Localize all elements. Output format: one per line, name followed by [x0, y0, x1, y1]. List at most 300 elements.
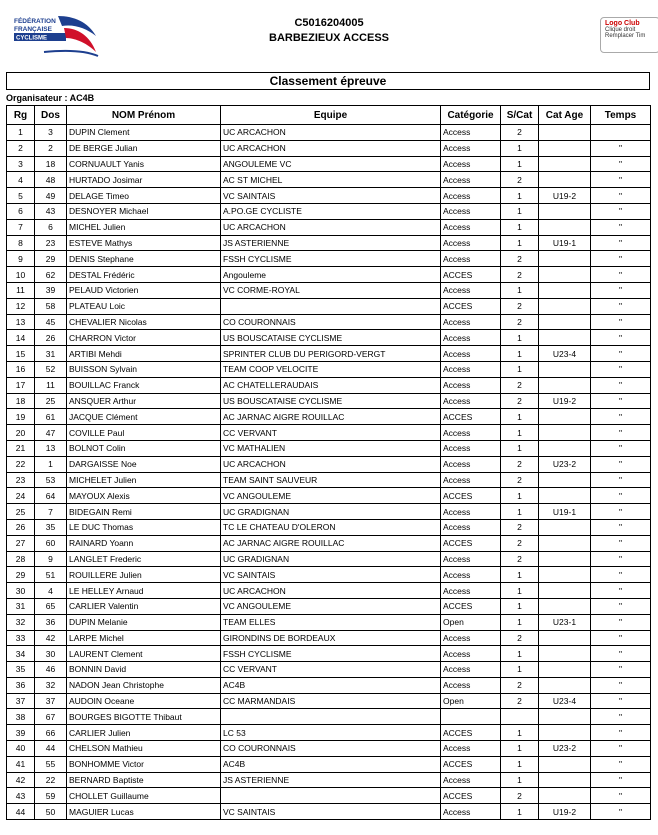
rank-cell: 43 [7, 788, 35, 804]
category-cell: Access [441, 314, 501, 330]
team-cell [221, 709, 441, 725]
rank-cell: 14 [7, 330, 35, 346]
subcategory-cell: 2 [501, 298, 539, 314]
subcategory-cell: 1 [501, 598, 539, 614]
time-cell: " [591, 140, 651, 156]
bib-cell: 7 [35, 504, 67, 520]
table-row [7, 282, 651, 298]
rank-cell: 20 [7, 425, 35, 441]
team-cell: VC ANGOULEME [221, 598, 441, 614]
name-cell: BONNIN David [67, 662, 221, 678]
table-row [7, 725, 651, 741]
category-cell: Access [441, 140, 501, 156]
team-cell: AC JARNAC AIGRE ROUILLAC [221, 409, 441, 425]
rank-cell: 22 [7, 456, 35, 472]
team-cell: VC ANGOULEME [221, 488, 441, 504]
bib-cell: 37 [35, 693, 67, 709]
table-row [7, 156, 651, 172]
table-row [7, 646, 651, 662]
time-cell: " [591, 298, 651, 314]
subcategory-cell: 1 [501, 409, 539, 425]
team-cell: CO COURONNAIS [221, 741, 441, 757]
age-category-cell [539, 598, 591, 614]
subcategory-cell: 1 [501, 804, 539, 820]
age-category-cell: U19-2 [539, 393, 591, 409]
table-row [7, 330, 651, 346]
subcategory-cell: 1 [501, 361, 539, 377]
time-cell: " [591, 346, 651, 362]
category-cell: ACCES [441, 267, 501, 283]
subcategory-cell: 2 [501, 314, 539, 330]
team-cell: GIRONDINS DE BORDEAUX [221, 630, 441, 646]
rank-cell: 29 [7, 567, 35, 583]
rank-cell: 37 [7, 693, 35, 709]
age-category-cell [539, 583, 591, 599]
team-cell: VC MATHALIEN [221, 440, 441, 456]
name-cell: CHOLLET Guillaume [67, 788, 221, 804]
age-category-cell: U19-2 [539, 188, 591, 204]
age-category-cell [539, 267, 591, 283]
name-cell: DESTAL Frédéric [67, 267, 221, 283]
age-category-cell [539, 314, 591, 330]
subcategory-cell: 1 [501, 741, 539, 757]
time-cell: " [591, 235, 651, 251]
time-cell: " [591, 425, 651, 441]
age-category-cell [539, 630, 591, 646]
federation-logo-underline [44, 51, 98, 56]
table-row [7, 677, 651, 693]
subcategory-cell: 2 [501, 693, 539, 709]
table-row [7, 172, 651, 188]
time-cell: " [591, 614, 651, 630]
team-cell: UC ARCACHON [221, 125, 441, 141]
name-cell: PELAUD Victorien [67, 282, 221, 298]
category-cell: Access [441, 630, 501, 646]
team-cell: AC4B [221, 677, 441, 693]
name-cell: LAURENT Clement [67, 646, 221, 662]
category-cell: Access [441, 361, 501, 377]
name-cell: CARLIER Valentin [67, 598, 221, 614]
bib-cell: 2 [35, 140, 67, 156]
category-cell: Access [441, 203, 501, 219]
rank-cell: 5 [7, 188, 35, 204]
category-cell: Access [441, 172, 501, 188]
time-cell: " [591, 646, 651, 662]
category-cell: Access [441, 472, 501, 488]
table-row [7, 377, 651, 393]
bib-cell: 1 [35, 456, 67, 472]
subcategory-cell: 1 [501, 346, 539, 362]
name-cell: DELAGE Timeo [67, 188, 221, 204]
federation-logo-line-3: CYCLISME [16, 35, 48, 42]
table-row [7, 583, 651, 599]
rank-cell: 13 [7, 314, 35, 330]
rank-cell: 19 [7, 409, 35, 425]
rank-cell: 6 [7, 203, 35, 219]
category-cell: Access [441, 677, 501, 693]
category-cell: Open [441, 614, 501, 630]
team-cell: US BOUSCATAISE CYCLISME [221, 393, 441, 409]
bib-cell: 29 [35, 251, 67, 267]
team-cell: CC MARMANDAIS [221, 693, 441, 709]
time-cell: " [591, 488, 651, 504]
name-cell: MAYOUX Alexis [67, 488, 221, 504]
rank-cell: 7 [7, 219, 35, 235]
age-category-cell [539, 709, 591, 725]
subcategory-cell: 2 [501, 172, 539, 188]
rank-cell: 25 [7, 504, 35, 520]
team-cell: FSSH CYCLISME [221, 251, 441, 267]
rank-cell: 24 [7, 488, 35, 504]
name-cell: DARGAISSE Noe [67, 456, 221, 472]
name-cell: COVILLE Paul [67, 425, 221, 441]
age-category-cell: U23-1 [539, 614, 591, 630]
col-header-team: Equipe [221, 106, 441, 125]
category-cell: Access [441, 662, 501, 678]
category-cell: Access [441, 772, 501, 788]
name-cell: LARPE Michel [67, 630, 221, 646]
name-cell: CHARRON Victor [67, 330, 221, 346]
bib-cell: 60 [35, 535, 67, 551]
table-row [7, 693, 651, 709]
table-row [7, 662, 651, 678]
team-cell: TC LE CHATEAU D'OLERON [221, 519, 441, 535]
team-cell: AC ST MICHEL [221, 172, 441, 188]
name-cell: MICHELET Julien [67, 472, 221, 488]
age-category-cell [539, 788, 591, 804]
time-cell: " [591, 282, 651, 298]
time-cell: " [591, 693, 651, 709]
rank-cell: 21 [7, 440, 35, 456]
age-category-cell: U19-1 [539, 504, 591, 520]
time-cell: " [591, 251, 651, 267]
name-cell: NADON Jean Christophe [67, 677, 221, 693]
bib-cell: 49 [35, 188, 67, 204]
team-cell: TEAM ELLES [221, 614, 441, 630]
category-cell: ACCES [441, 298, 501, 314]
subcategory-cell: 1 [501, 203, 539, 219]
category-cell: Access [441, 282, 501, 298]
team-cell: A.PO.GE CYCLISTE [221, 203, 441, 219]
category-cell: Access [441, 235, 501, 251]
rank-cell: 36 [7, 677, 35, 693]
team-cell: UC ARCACHON [221, 456, 441, 472]
table-row [7, 804, 651, 820]
age-category-cell [539, 551, 591, 567]
time-cell: " [591, 583, 651, 599]
bib-cell: 45 [35, 314, 67, 330]
name-cell: DE BERGE Julian [67, 140, 221, 156]
category-cell: Access [441, 440, 501, 456]
team-cell: UC ARCACHON [221, 140, 441, 156]
time-cell: " [591, 567, 651, 583]
team-cell: UC ARCACHON [221, 219, 441, 235]
subcategory-cell: 2 [501, 125, 539, 141]
rank-cell: 31 [7, 598, 35, 614]
age-category-cell [539, 251, 591, 267]
rank-cell: 18 [7, 393, 35, 409]
rank-cell: 8 [7, 235, 35, 251]
team-cell: CO COURONNAIS [221, 314, 441, 330]
age-category-cell [539, 298, 591, 314]
time-cell [591, 125, 651, 141]
category-cell: Access [441, 425, 501, 441]
team-cell: US BOUSCATAISE CYCLISME [221, 330, 441, 346]
table-row [7, 425, 651, 441]
team-cell: CC VERVANT [221, 425, 441, 441]
federation-logo-line-2: FRANÇAISE [14, 26, 52, 33]
category-cell: Open [441, 693, 501, 709]
bib-cell: 51 [35, 567, 67, 583]
category-cell: Access [441, 583, 501, 599]
bib-cell: 46 [35, 662, 67, 678]
subcategory-cell: 1 [501, 188, 539, 204]
age-category-cell [539, 125, 591, 141]
club-logo-placeholder [600, 17, 658, 53]
team-cell: AC4B [221, 756, 441, 772]
age-category-cell: U23-4 [539, 346, 591, 362]
age-category-cell: U23-2 [539, 456, 591, 472]
rank-cell: 39 [7, 725, 35, 741]
bib-cell: 11 [35, 377, 67, 393]
team-cell: TEAM SAINT SAUVEUR [221, 472, 441, 488]
time-cell: " [591, 741, 651, 757]
rank-cell: 9 [7, 251, 35, 267]
rank-cell: 17 [7, 377, 35, 393]
time-cell: " [591, 551, 651, 567]
rank-cell: 42 [7, 772, 35, 788]
category-cell: ACCES [441, 756, 501, 772]
bib-cell: 50 [35, 804, 67, 820]
category-cell: ACCES [441, 535, 501, 551]
name-cell: DESNOYER Michael [67, 203, 221, 219]
age-category-cell [539, 203, 591, 219]
team-cell: VC CORME-ROYAL [221, 282, 441, 298]
category-cell: Access [441, 251, 501, 267]
time-cell: " [591, 330, 651, 346]
section-title: Classement épreuve [6, 72, 650, 90]
time-cell: " [591, 519, 651, 535]
subcategory-cell: 1 [501, 440, 539, 456]
time-cell: " [591, 772, 651, 788]
category-cell: Access [441, 156, 501, 172]
table-row [7, 440, 651, 456]
team-cell: UC GRADIGNAN [221, 504, 441, 520]
time-cell: " [591, 409, 651, 425]
team-cell: ANGOULEME VC [221, 156, 441, 172]
name-cell: DUPIN Melanie [67, 614, 221, 630]
time-cell: " [591, 314, 651, 330]
table-row [7, 519, 651, 535]
rank-cell: 4 [7, 172, 35, 188]
time-cell: " [591, 472, 651, 488]
team-cell: JS ASTERIENNE [221, 772, 441, 788]
category-cell: ACCES [441, 598, 501, 614]
time-cell: " [591, 361, 651, 377]
subcategory-cell: 1 [501, 330, 539, 346]
table-row [7, 598, 651, 614]
rank-cell: 3 [7, 156, 35, 172]
table-row [7, 346, 651, 362]
rank-cell: 38 [7, 709, 35, 725]
time-cell: " [591, 788, 651, 804]
subcategory-cell: 2 [501, 456, 539, 472]
bib-cell: 39 [35, 282, 67, 298]
team-cell: TEAM COOP VELOCITE [221, 361, 441, 377]
table-row [7, 472, 651, 488]
table-row [7, 188, 651, 204]
name-cell: BOURGES BIGOTTE Thibaut [67, 709, 221, 725]
rank-cell: 26 [7, 519, 35, 535]
category-cell: ACCES [441, 788, 501, 804]
name-cell: BUISSON Sylvain [67, 361, 221, 377]
name-cell: AUDOIN Oceane [67, 693, 221, 709]
name-cell: CORNUAULT Yanis [67, 156, 221, 172]
age-category-cell [539, 361, 591, 377]
subcategory-cell: 1 [501, 282, 539, 298]
table-row [7, 298, 651, 314]
subcategory-cell: 1 [501, 756, 539, 772]
team-cell: VC SAINTAIS [221, 804, 441, 820]
name-cell: ARTIBI Mehdi [67, 346, 221, 362]
subcategory-cell: 1 [501, 156, 539, 172]
age-category-cell [539, 567, 591, 583]
table-row [7, 788, 651, 804]
rank-cell: 34 [7, 646, 35, 662]
name-cell: ROUILLERE Julien [67, 567, 221, 583]
name-cell: DUPIN Clement [67, 125, 221, 141]
time-cell: " [591, 440, 651, 456]
time-cell: " [591, 725, 651, 741]
name-cell: HURTADO Josimar [67, 172, 221, 188]
rank-cell: 23 [7, 472, 35, 488]
subcategory-cell: 1 [501, 725, 539, 741]
subcategory-cell: 1 [501, 425, 539, 441]
bib-cell: 22 [35, 772, 67, 788]
age-category-cell [539, 156, 591, 172]
subcategory-cell: 2 [501, 630, 539, 646]
bib-cell: 42 [35, 630, 67, 646]
bib-cell: 48 [35, 172, 67, 188]
name-cell: LE HELLEY Arnaud [67, 583, 221, 599]
rank-cell: 11 [7, 282, 35, 298]
name-cell: BONHOMME Victor [67, 756, 221, 772]
bib-cell: 35 [35, 519, 67, 535]
organizer-label: Organisateur : AC4B [6, 93, 95, 103]
name-cell: ESTEVE Mathys [67, 235, 221, 251]
time-cell: " [591, 504, 651, 520]
time-cell: " [591, 377, 651, 393]
name-cell: ANSQUER Arthur [67, 393, 221, 409]
table-row [7, 235, 651, 251]
team-cell: LC 53 [221, 725, 441, 741]
col-header-rank: Rg [7, 106, 35, 125]
category-cell: Access [441, 804, 501, 820]
name-cell: BIDEGAIN Remi [67, 504, 221, 520]
table-row [7, 219, 651, 235]
bib-cell: 59 [35, 788, 67, 804]
rank-cell: 40 [7, 741, 35, 757]
category-cell: Access [441, 377, 501, 393]
subcategory-cell: 2 [501, 393, 539, 409]
table-row [7, 456, 651, 472]
rank-cell: 27 [7, 535, 35, 551]
age-category-cell [539, 677, 591, 693]
rank-cell: 1 [7, 125, 35, 141]
age-category-cell [539, 756, 591, 772]
rank-cell: 30 [7, 583, 35, 599]
time-cell: " [591, 203, 651, 219]
name-cell: LANGLET Frederic [67, 551, 221, 567]
table-row [7, 551, 651, 567]
category-cell: Access [441, 219, 501, 235]
table-row [7, 535, 651, 551]
bib-cell: 43 [35, 203, 67, 219]
name-cell: MAGUIER Lucas [67, 804, 221, 820]
time-cell: " [591, 630, 651, 646]
age-category-cell [539, 440, 591, 456]
bib-cell: 64 [35, 488, 67, 504]
team-cell: UC GRADIGNAN [221, 551, 441, 567]
name-cell: BOLNOT Colin [67, 440, 221, 456]
age-category-cell: U19-2 [539, 804, 591, 820]
time-cell: " [591, 677, 651, 693]
bib-cell: 61 [35, 409, 67, 425]
team-cell [221, 788, 441, 804]
age-category-cell [539, 425, 591, 441]
bib-cell: 62 [35, 267, 67, 283]
category-cell: Access [441, 125, 501, 141]
time-cell: " [591, 172, 651, 188]
category-cell: Access [441, 188, 501, 204]
team-cell: UC ARCACHON [221, 583, 441, 599]
bib-cell: 47 [35, 425, 67, 441]
rank-cell: 35 [7, 662, 35, 678]
time-cell: " [591, 188, 651, 204]
bib-cell: 9 [35, 551, 67, 567]
team-cell: AC JARNAC AIGRE ROUILLAC [221, 535, 441, 551]
age-category-cell [539, 662, 591, 678]
col-header-category: Catégorie [441, 106, 501, 125]
category-cell: Access [441, 741, 501, 757]
table-row [7, 756, 651, 772]
bib-cell: 36 [35, 614, 67, 630]
rank-cell: 44 [7, 804, 35, 820]
age-category-cell [539, 472, 591, 488]
name-cell: PLATEAU Loic [67, 298, 221, 314]
table-row [7, 251, 651, 267]
rank-cell: 10 [7, 267, 35, 283]
bib-cell: 4 [35, 583, 67, 599]
subcategory-cell: 2 [501, 677, 539, 693]
category-cell: Access [441, 330, 501, 346]
age-category-cell [539, 282, 591, 298]
age-category-cell [539, 140, 591, 156]
category-cell: Access [441, 519, 501, 535]
bib-cell: 53 [35, 472, 67, 488]
subcategory-cell: 2 [501, 535, 539, 551]
name-cell: CHELSON Mathieu [67, 741, 221, 757]
bib-cell: 31 [35, 346, 67, 362]
bib-cell: 52 [35, 361, 67, 377]
age-category-cell [539, 377, 591, 393]
subcategory-cell: 1 [501, 504, 539, 520]
bib-cell: 18 [35, 156, 67, 172]
table-row [7, 409, 651, 425]
table-row [7, 709, 651, 725]
col-header-name: NOM Prénom [67, 106, 221, 125]
age-category-cell [539, 725, 591, 741]
